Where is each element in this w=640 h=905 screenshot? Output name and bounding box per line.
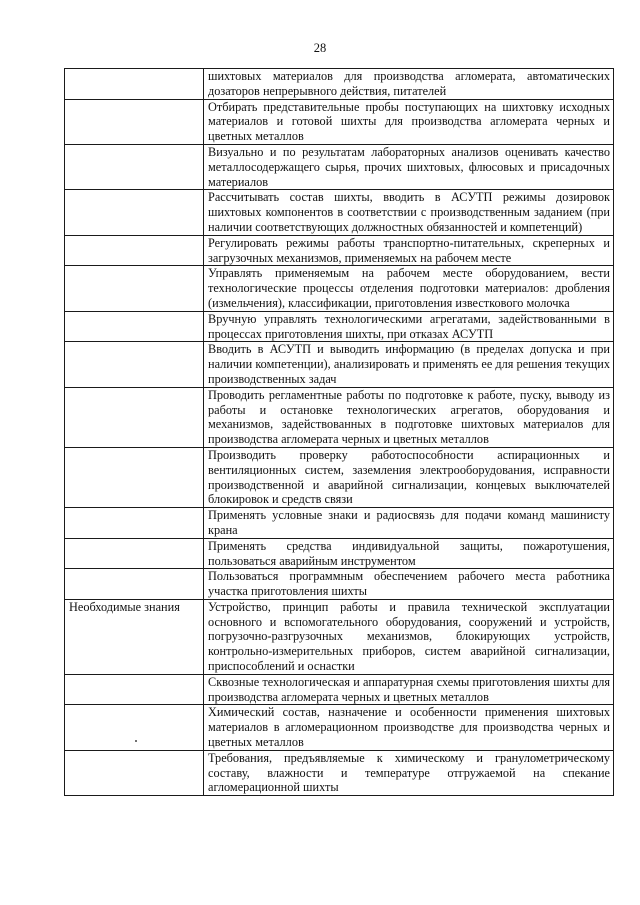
table-row [65, 387, 614, 447]
row-label-cell [65, 144, 204, 189]
row-label-cell [65, 538, 204, 569]
knowledge-item: Химический состав, назначение и особенности применения шихтовых материалов в агломерационном производстве для производства черных и цветных металлов [204, 705, 614, 750]
row-label-cell [65, 69, 204, 100]
competency-table [64, 68, 614, 796]
table-row [65, 99, 614, 144]
table-row [65, 750, 614, 795]
skill-item: шихтовых материалов для производства агломерата, автоматических дозаторов непрерывного действия, питателей [204, 69, 614, 100]
row-label-cell [65, 674, 204, 705]
skill-item: Визуально и по результатам лабораторных анализов оценивать качество металлосодержащего сырья, прочих шихтовых, флюсовых и присадочных материалов [204, 144, 614, 189]
table-row [65, 311, 614, 342]
skill-item: Пользоваться программным обеспечением рабочего места работника участка приготовления шихты [204, 569, 614, 600]
table-row [65, 599, 614, 674]
row-label-cell [65, 447, 204, 507]
skill-item: Отбирать представительные пробы поступающих на шихтовку исходных материалов и готовой шихты для производства агломерата черных и цветных металлов [204, 99, 614, 144]
page-number: 28 [313, 41, 327, 55]
skill-item: Рассчитывать состав шихты, вводить в АСУТП режимы дозировок шихтовых компонентов в соответствии с производственным заданием (при наличии соответствующих должностных обязанностей и компетенций) [204, 190, 614, 235]
row-label-cell [65, 387, 204, 447]
table-row [65, 705, 614, 750]
row-label-cell [65, 235, 204, 266]
row-label-cell [65, 342, 204, 387]
skill-item: Регулировать режимы работы транспортно-питательных, скреперных и загрузочных механизмов, применяемых на рабочем месте [204, 235, 614, 266]
section-label-required-knowledge: Необходимые знания [65, 599, 204, 674]
row-label-cell [65, 266, 204, 311]
table-row [65, 342, 614, 387]
skill-item: Вручную управлять технологическими агрегатами, задействованными в процессах приготовления шихты, при отказах АСУТП [204, 311, 614, 342]
table-row [65, 508, 614, 539]
row-label-cell [65, 508, 204, 539]
table-row [65, 144, 614, 189]
row-label-cell [65, 569, 204, 600]
table-row [65, 538, 614, 569]
skill-item: Проводить регламентные работы по подготовке к работе, пуску, выводу из работы и остановке технологических агрегатов, оборудования и механизмов, задействованных в подготовке шихтовых материалов для производства агломерата черных и цветных металлов [204, 387, 614, 447]
knowledge-item: Сквозные технологическая и аппаратурная схемы приготовления шихты для производства агломерата черных и цветных металлов [204, 674, 614, 705]
skill-item: Управлять применяемым на рабочем месте оборудованием, вести технологические процессы отделения подготовки материалов: дробления (измельчения), классификации, приготовления известкового молочка [204, 266, 614, 311]
table-row [65, 69, 614, 100]
table-row [65, 235, 614, 266]
row-label-cell [65, 311, 204, 342]
row-label-cell [65, 750, 204, 795]
table-row [65, 447, 614, 507]
skill-item: Применять средства индивидуальной защиты, пожаротушения, пользоваться аварийным инструментом [204, 538, 614, 569]
row-label-cell [65, 99, 204, 144]
skill-item: Применять условные знаки и радиосвязь для подачи команд машинисту крана [204, 508, 614, 539]
scan-artifact-dot [135, 740, 137, 742]
table-row [65, 569, 614, 600]
row-label-cell [65, 190, 204, 235]
knowledge-item: Устройство, принцип работы и правила технической эксплуатации основного и вспомогательного оборудования, сооружений и устройств, погрузочно-разгрузочных механизмов, блокирующих устройств, контрольно-измерительных приборов, систем аварийной сигнализации, приспособлений и оснастки [204, 599, 614, 674]
table-row [65, 190, 614, 235]
table-row [65, 266, 614, 311]
table-row [65, 674, 614, 705]
skill-item: Производить проверку работоспособности аспирационных и вентиляционных систем, заземления электрооборудования, исправности производственной и аварийной сигнализации, концевых выключателей блокировок и средств связи [204, 447, 614, 507]
skill-item: Вводить в АСУТП и выводить информацию (в пределах допуска и при наличии компетенции), анализировать и применять ее для решения текущих производственных задач [204, 342, 614, 387]
knowledge-item: Требования, предъявляемые к химическому и гранулометрическому составу, влажности и температуре отгружаемой на спекание агломерационной шихты [204, 750, 614, 795]
row-label-cell [65, 705, 204, 750]
